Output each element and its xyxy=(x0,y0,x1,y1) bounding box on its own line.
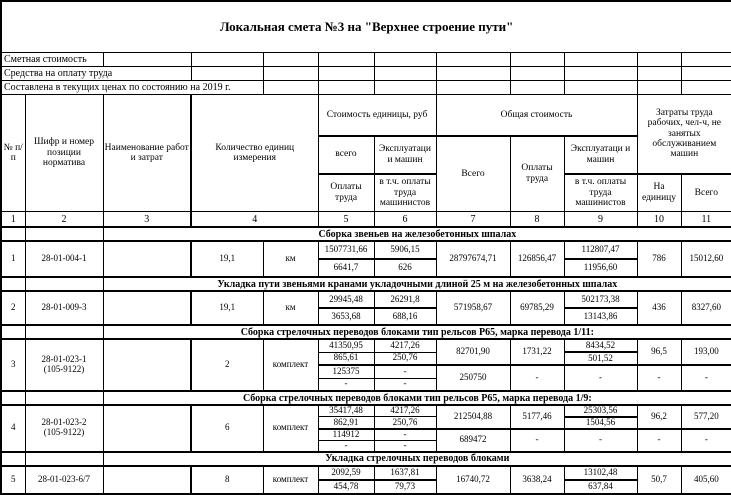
r1-c9-ekspl: 112807,47 xyxy=(564,241,637,259)
empty-cell xyxy=(191,53,263,67)
header-unit-vsego: всего xyxy=(318,136,374,174)
header-name: Наименование работ и затрат xyxy=(103,95,191,212)
empty-cell xyxy=(318,81,374,95)
empty-cell xyxy=(681,81,731,95)
r3-code xyxy=(25,339,103,391)
colnum-1: 1 xyxy=(1,212,25,228)
colnum-7: 7 xyxy=(436,212,510,228)
header-total-cost-group: Общая стоимость xyxy=(436,95,637,136)
empty-cell xyxy=(681,53,731,67)
r2-c5-oplata: 3653,68 xyxy=(318,308,374,325)
r5-qty: 8 xyxy=(191,466,263,494)
r1-c6-vtch: 626 xyxy=(374,259,436,277)
empty-cell xyxy=(436,53,510,67)
empty-cell xyxy=(374,67,436,81)
section-band-1: Сборка звеньев на железобетонных шпалах xyxy=(103,227,731,241)
empty-cell xyxy=(436,81,510,95)
empty-cell xyxy=(25,227,103,241)
colnum-3: 3 xyxy=(103,212,191,228)
r3-c10-bottom: - xyxy=(637,365,681,391)
info-smeta-label: Сметная стоимость xyxy=(1,53,103,67)
r3-c8-bottom: - xyxy=(510,365,564,391)
info-oplata-label: Средства на оплату труда xyxy=(1,67,191,81)
r4-c6-l3: - xyxy=(374,429,436,440)
r1-c5-vsego: 1507731,66 xyxy=(318,241,374,259)
r2-c7-total: 571958,67 xyxy=(436,291,510,325)
r3-c9-bottom: - xyxy=(564,365,637,391)
r4-qty: 6 xyxy=(191,405,263,452)
r4-c6-l2: 250,76 xyxy=(374,417,436,429)
header-unit-vtch: в т.ч. оплаты труда машинистов xyxy=(374,174,436,212)
section-band-5: Укладка стрелочных переводов блоками xyxy=(103,452,731,466)
r4-c7-top: 212504,88 xyxy=(436,405,510,429)
header-total-vsego: Всего xyxy=(436,136,510,212)
r3-c7-top: 82701,90 xyxy=(436,339,510,365)
r3-code-line1: 28-01-023-1 xyxy=(41,354,87,365)
empty-cell xyxy=(374,53,436,67)
r2-name xyxy=(103,291,191,325)
colnum-6: 6 xyxy=(374,212,436,228)
empty-cell xyxy=(263,53,318,67)
empty-cell xyxy=(510,67,564,81)
empty-cell xyxy=(564,81,637,95)
r5-c5-oplata: 454,78 xyxy=(318,480,374,494)
empty-cell xyxy=(25,452,103,466)
r4-c5-l1: 35417,48 xyxy=(318,405,374,417)
r4-c10-top: 96,2 xyxy=(637,405,681,429)
r2-unit: км xyxy=(263,291,318,325)
section-band-2: Укладка пути звеньями кранами укладочными длиной 25 м на железобетонных шпалах xyxy=(103,277,731,291)
r5-c5-vsego: 2092,59 xyxy=(318,466,374,480)
r1-c6-ekspl: 5906,15 xyxy=(374,241,436,259)
r3-code-line2: (105-9122) xyxy=(43,364,85,374)
colnum-8: 8 xyxy=(510,212,564,228)
r1-c9-vtch: 11956,60 xyxy=(564,259,637,277)
r2-c6-vtch: 688,16 xyxy=(374,308,436,325)
r4-c11-bottom: - xyxy=(681,429,731,452)
r4-num: 4 xyxy=(1,405,25,452)
empty-cell xyxy=(637,53,681,67)
header-num: № п/п xyxy=(1,95,25,212)
header-unit-oplaty: Оплаты труда xyxy=(318,174,374,212)
r3-name xyxy=(103,339,191,391)
r5-c6-vtch: 79,73 xyxy=(374,480,436,494)
empty-cell xyxy=(1,227,25,241)
r3-c5-l1: 41350,95 xyxy=(318,339,374,352)
empty-cell xyxy=(510,53,564,67)
header-unit-ekspl: Эксплуатаци и машин xyxy=(374,136,436,174)
r4-name xyxy=(103,405,191,452)
empty-cell xyxy=(318,67,374,81)
r1-num: 1 xyxy=(1,241,25,277)
header-labor-group: Затраты труда рабочих, чел-ч, не занятых обслуживанием машин xyxy=(637,95,731,174)
header-total-ekspl: Эксплуатаци и машин xyxy=(564,136,637,174)
r2-c9-ekspl: 502173,38 xyxy=(564,291,637,308)
empty-cell xyxy=(1,391,25,405)
section-band-4: Сборка стрелочных переводов блоками тип рельсов Р65, марка перевода 1/9: xyxy=(103,391,731,405)
empty-cell xyxy=(318,53,374,67)
r3-qty: 2 xyxy=(191,339,263,391)
r3-c7-bottom: 250750 xyxy=(436,365,510,391)
empty-cell xyxy=(1,452,25,466)
empty-cell xyxy=(1,325,25,339)
r5-name xyxy=(103,466,191,494)
r3-unit: комплект xyxy=(263,339,318,391)
r4-c9-vtch: 1504,56 xyxy=(564,417,637,429)
r4-c8-bottom: - xyxy=(510,429,564,452)
r2-num: 2 xyxy=(1,291,25,325)
header-qty: Количество единиц измерения xyxy=(191,95,318,212)
r1-unit: км xyxy=(263,241,318,277)
r3-c10-top: 96,5 xyxy=(637,339,681,365)
estimate-title: Локальная смета №3 на "Верхнее строение пути" xyxy=(219,18,514,34)
r5-c9-vtch: 637,84 xyxy=(564,480,637,494)
r3-c5-l3: 125375 xyxy=(318,365,374,378)
r5-c7-total: 16740,72 xyxy=(436,466,510,494)
r1-code: 28-01-004-1 xyxy=(25,241,103,277)
empty-cell xyxy=(564,53,637,67)
r1-c5-oplata: 6641,7 xyxy=(318,259,374,277)
r4-c6-l4: - xyxy=(374,440,436,451)
r5-c8-oplaty: 3638,24 xyxy=(510,466,564,494)
r3-c6-l4: - xyxy=(374,378,436,391)
r3-c5-l4: - xyxy=(318,378,374,391)
colnum-10: 10 xyxy=(637,212,681,228)
r2-c8-oplaty: 69785,29 xyxy=(510,291,564,325)
r4-c5-l3: 114912 xyxy=(318,429,374,440)
empty-cell xyxy=(637,67,681,81)
empty-cell xyxy=(1,277,25,291)
r5-num: 5 xyxy=(1,466,25,494)
colnum-5: 5 xyxy=(318,212,374,228)
r4-c7-bottom: 689472 xyxy=(436,429,510,452)
info-sostavlena-label: Составлена в текущих ценах по состоянию на 2019 г. xyxy=(1,81,263,95)
r2-c5-vsego: 29945,48 xyxy=(318,291,374,308)
r4-code xyxy=(25,405,103,452)
r4-c5-l2: 862,91 xyxy=(318,417,374,429)
r1-qty: 19,1 xyxy=(191,241,263,277)
header-labor-na-edinicu: На единицу xyxy=(637,174,681,212)
colnum-11: 11 xyxy=(681,212,731,228)
empty-cell xyxy=(263,81,318,95)
r1-c10-na-ed: 786 xyxy=(637,241,681,277)
empty-cell xyxy=(263,67,318,81)
r1-c11-vsego: 15012,60 xyxy=(681,241,731,277)
r3-c6-l2: 250,76 xyxy=(374,352,436,365)
r1-c8-oplaty: 126856,47 xyxy=(510,241,564,277)
r4-c9-bottom: - xyxy=(564,429,637,452)
empty-cell xyxy=(564,67,637,81)
r4-c10-bottom: - xyxy=(637,429,681,452)
r2-code: 28-01-009-3 xyxy=(25,291,103,325)
r3-c6-l3: - xyxy=(374,365,436,378)
header-total-vtch: в т.ч. оплаты труда машинистов xyxy=(564,174,637,212)
r4-c8-top: 5177,46 xyxy=(510,405,564,429)
r3-c8-top: 1731,22 xyxy=(510,339,564,365)
header-code: Шифр и номер позиции норматива xyxy=(25,95,103,212)
empty-cell xyxy=(191,67,263,81)
empty-cell xyxy=(374,81,436,95)
r3-c11-top: 193,00 xyxy=(681,339,731,365)
r3-c5-l2: 865,61 xyxy=(318,352,374,365)
r3-c9-vtch: 501,52 xyxy=(564,352,637,365)
r4-unit: комплект xyxy=(263,405,318,452)
r4-code-line2: (105-9122) xyxy=(43,427,85,438)
colnum-9: 9 xyxy=(564,212,637,228)
header-labor-vsego: Всего xyxy=(681,174,731,212)
r4-code-line1: 28-01-023-2 xyxy=(41,417,87,428)
r1-name xyxy=(103,241,191,277)
empty-cell xyxy=(25,391,103,405)
r1-c7-total: 28797674,71 xyxy=(436,241,510,277)
r2-c9-vtch: 13143,86 xyxy=(564,308,637,325)
r5-c11-vsego: 405,60 xyxy=(681,466,731,494)
empty-cell xyxy=(436,67,510,81)
r3-num: 3 xyxy=(1,339,25,391)
empty-cell xyxy=(25,277,103,291)
empty-cell xyxy=(681,67,731,81)
r3-c9-ekspl: 8434,52 xyxy=(564,339,637,352)
r5-c10-na-ed: 50,7 xyxy=(637,466,681,494)
r4-c6-l1: 4217,26 xyxy=(374,405,436,417)
colnum-4: 4 xyxy=(191,212,318,228)
r5-unit: комплект xyxy=(263,466,318,494)
header-total-oplaty: Оплаты труда xyxy=(510,136,564,212)
r2-c11-vsego: 8327,60 xyxy=(681,291,731,325)
section-band-3: Сборка стрелочных переводов блоками тип рельсов Р65, марка перевода 1/11: xyxy=(103,325,731,339)
empty-cell xyxy=(25,325,103,339)
r2-c10-na-ed: 436 xyxy=(637,291,681,325)
colnum-2: 2 xyxy=(25,212,103,228)
r4-c9-ekspl: 25303,56 xyxy=(564,405,637,417)
empty-cell xyxy=(637,81,681,95)
r4-c5-l4: - xyxy=(318,440,374,451)
r3-c6-l1: 4217,26 xyxy=(374,339,436,352)
r2-qty: 19,1 xyxy=(191,291,263,325)
r3-c11-bottom: - xyxy=(681,365,731,391)
r2-c6-ekspl: 26291,8 xyxy=(374,291,436,308)
empty-cell xyxy=(510,81,564,95)
empty-cell xyxy=(103,53,191,67)
r5-c6-ekspl: 1637,81 xyxy=(374,466,436,480)
r5-c9-ekspl: 13102,48 xyxy=(564,466,637,480)
r4-c11-top: 577,20 xyxy=(681,405,731,429)
header-unit-cost-group: Стоимость единицы, руб xyxy=(318,95,436,136)
r5-code: 28-01-023-6/7 xyxy=(25,466,103,494)
